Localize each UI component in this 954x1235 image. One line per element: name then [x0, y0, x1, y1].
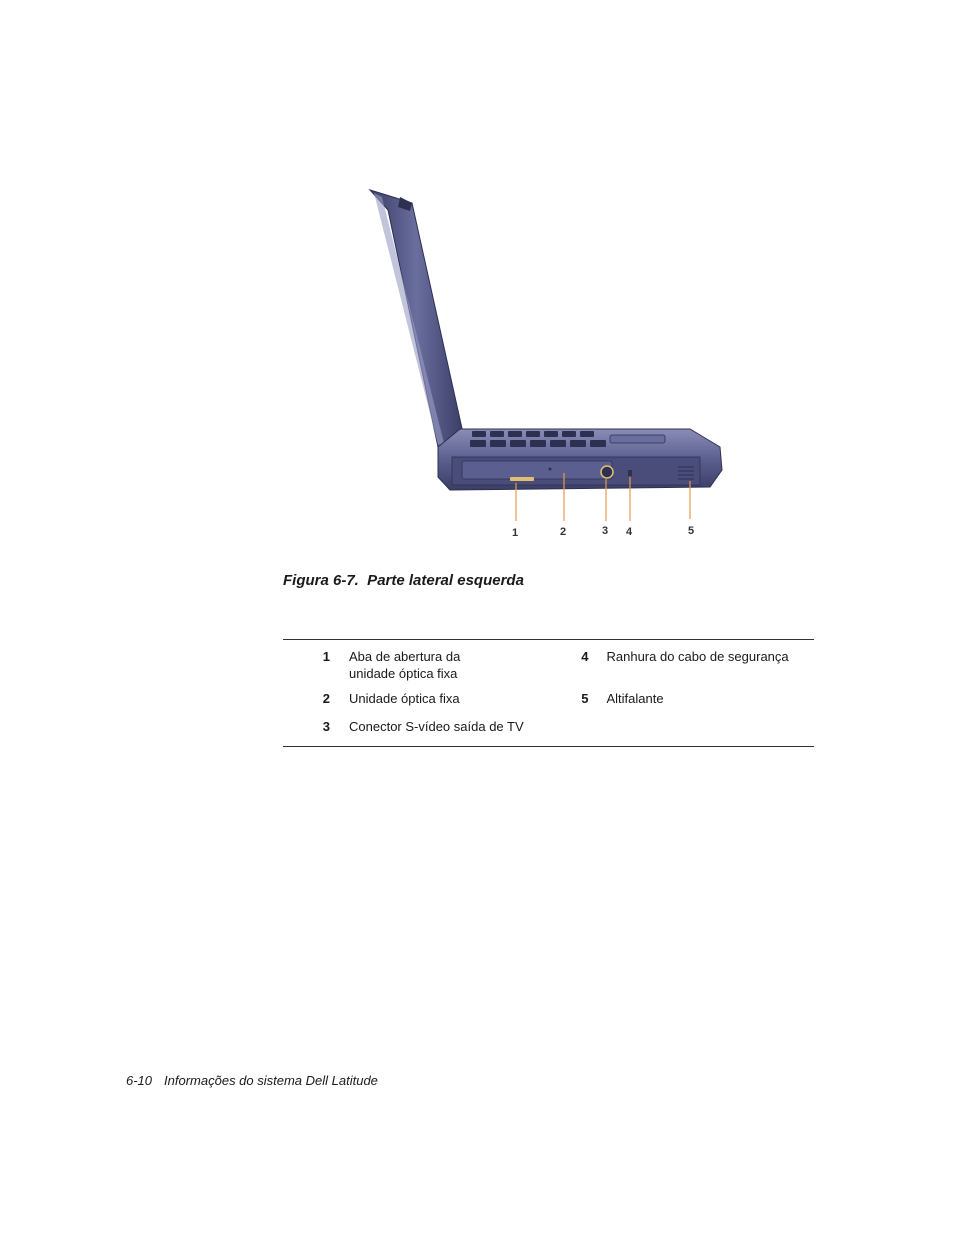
legend-text: Unidade óptica fixa [349, 691, 460, 706]
legend-item-2 [283, 686, 549, 714]
callout-5: 5 [688, 525, 695, 537]
legend-text: Altifalante [606, 691, 664, 706]
legend-item-1 [283, 644, 549, 686]
legend-row [283, 644, 814, 686]
legend-number [549, 714, 589, 742]
legend-item-empty [549, 714, 815, 742]
figure-caption: Figura 6-7. Parte lateral esquerda [283, 572, 524, 589]
legend-text: Conector S-vídeo saída de TV [349, 719, 524, 734]
legend-number: 4 [581, 649, 589, 664]
laptop-left-side-illustration [360, 185, 730, 545]
legend-item-4 [549, 644, 815, 686]
callout-3: 3 [602, 525, 609, 537]
legend-number: 2 [322, 691, 330, 706]
callout-1: 1 [512, 527, 519, 539]
legend-row [283, 686, 814, 714]
page-footer [126, 1073, 378, 1088]
legend-text: Ranhura do cabo de segurança [606, 649, 789, 664]
footer-title: Informações do sistema Dell Latitude [164, 1073, 378, 1088]
callout-2: 2 [560, 526, 567, 538]
legend-text [589, 714, 815, 742]
legend-number: 1 [322, 649, 330, 664]
legend-item-3 [283, 714, 549, 742]
legend-row [283, 714, 814, 742]
legend-item-5 [549, 686, 815, 714]
laptop-base [438, 429, 722, 490]
legend-table [283, 639, 814, 747]
legend-text: Aba de abertura da unidade óptica fixa [349, 649, 461, 681]
laptop-lid [370, 190, 463, 447]
page-number: 6-10 [126, 1073, 153, 1088]
callout-4: 4 [626, 526, 633, 538]
legend-number: 5 [581, 691, 589, 706]
legend-number: 3 [322, 719, 330, 734]
